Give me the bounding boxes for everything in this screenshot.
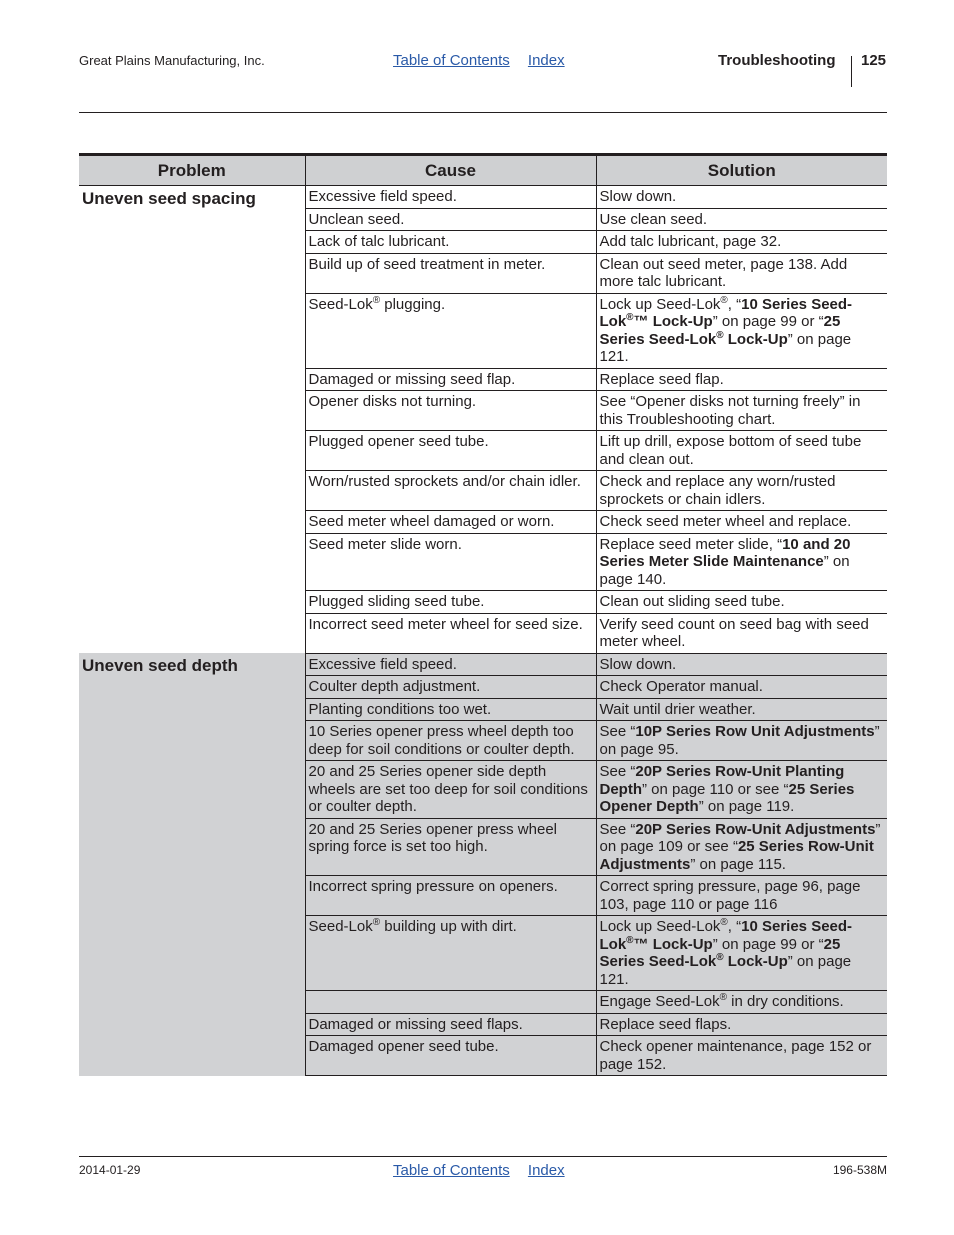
cause-cell: 20 and 25 Series opener press wheel spring force is set too high.: [305, 818, 596, 876]
cause-cell: Plugged opener seed tube.: [305, 431, 596, 471]
solution-cell: Add talc lubricant, page 32.: [596, 231, 887, 254]
cause-cell: Seed-Lok® plugging.: [305, 293, 596, 368]
solution-cell: Replace seed meter slide, “10 and 20 Series Meter Slide Maintenance” on page 140.: [596, 533, 887, 591]
table-row: [79, 653, 887, 676]
solution-cell: Wait until drier weather.: [596, 698, 887, 721]
footer-nav: [393, 1162, 579, 1179]
cause-cell: Lack of talc lubricant.: [305, 231, 596, 254]
solution-cell: Check and replace any worn/rusted sprockets or chain idlers.: [596, 471, 887, 511]
publication-date: 2014-01-29: [79, 1163, 141, 1177]
cause-cell: [305, 991, 596, 1014]
cause-cell: Excessive field speed.: [305, 186, 596, 209]
solution-cell: Check Operator manual.: [596, 676, 887, 699]
problem-cell: Uneven seed spacing: [79, 186, 305, 654]
header-cause: Cause: [305, 155, 596, 186]
cause-cell: Worn/rusted sprockets and/or chain idler.: [305, 471, 596, 511]
footer-index-link[interactable]: Index: [527, 1162, 565, 1179]
table-header-row: [79, 155, 887, 186]
cause-cell: Plugged sliding seed tube.: [305, 591, 596, 614]
cause-cell: Planting conditions too wet.: [305, 698, 596, 721]
solution-cell: Clean out sliding seed tube.: [596, 591, 887, 614]
solution-cell: Slow down.: [596, 653, 887, 676]
page-header: [0, 0, 954, 120]
cause-cell: Damaged opener seed tube.: [305, 1036, 596, 1076]
section-title: Troubleshooting: [718, 52, 836, 69]
table-of-contents-link[interactable]: Table of Contents: [393, 52, 510, 69]
solution-cell: See “20P Series Row-Unit Adjustments” on page 109 or see “25 Series Row-Unit Adjustments” on page 115.: [596, 818, 887, 876]
solution-cell: Lift up drill, expose bottom of seed tube and clean out.: [596, 431, 887, 471]
solution-cell: Verify seed count on seed bag with seed meter wheel.: [596, 613, 887, 653]
cause-cell: Seed meter slide worn.: [305, 533, 596, 591]
header-rule: [79, 112, 887, 113]
header-solution: Solution: [596, 155, 887, 186]
cause-cell: 10 Series opener press wheel depth too deep for soil conditions or coulter depth.: [305, 721, 596, 761]
cause-cell: Damaged or missing seed flap.: [305, 368, 596, 391]
index-link[interactable]: Index: [527, 52, 565, 69]
solution-cell: Correct spring pressure, page 96, page 103, page 110 or page 116: [596, 876, 887, 916]
solution-cell: Replace seed flaps.: [596, 1013, 887, 1036]
cause-cell: Excessive field speed.: [305, 653, 596, 676]
cause-cell: Opener disks not turning.: [305, 391, 596, 431]
page-number: 125: [861, 52, 887, 69]
troubleshooting-table: [79, 153, 887, 1076]
solution-cell: Replace seed flap.: [596, 368, 887, 391]
solution-cell: Slow down.: [596, 186, 887, 209]
cause-cell: Incorrect spring pressure on openers.: [305, 876, 596, 916]
cause-cell: Coulter depth adjustment.: [305, 676, 596, 699]
solution-cell: Lock up Seed-Lok®, “10 Series Seed-Lok®™ Lock-Up” on page 99 or “25 Series Seed-Lok® Lock-Up” on page 121.: [596, 293, 887, 368]
cause-cell: Unclean seed.: [305, 208, 596, 231]
table-row: [79, 186, 887, 209]
header-nav: [393, 52, 579, 69]
solution-cell: Check opener maintenance, page 152 or page 152.: [596, 1036, 887, 1076]
cause-cell: Damaged or missing seed flaps.: [305, 1013, 596, 1036]
solution-cell: Check seed meter wheel and replace.: [596, 511, 887, 534]
problem-cell: Uneven seed depth: [79, 653, 305, 1076]
cause-cell: Seed-Lok® building up with dirt.: [305, 916, 596, 991]
solution-cell: Clean out seed meter, page 138. Add more talc lubricant.: [596, 253, 887, 293]
cause-cell: 20 and 25 Series opener side depth wheels are set too deep for soil conditions or coulter depth.: [305, 761, 596, 819]
solution-cell: See “10P Series Row Unit Adjustments” on page 95.: [596, 721, 887, 761]
document-number: 196-538M: [832, 1163, 887, 1177]
header-problem: Problem: [79, 155, 305, 186]
footer-rule: [79, 1156, 887, 1157]
solution-cell: Use clean seed.: [596, 208, 887, 231]
solution-cell: See “20P Series Row-Unit Planting Depth” on page 110 or see “25 Series Opener Depth” on page 119.: [596, 761, 887, 819]
solution-cell: See “Opener disks not turning freely” in this Troubleshooting chart.: [596, 391, 887, 431]
cause-cell: Build up of seed treatment in meter.: [305, 253, 596, 293]
company-name: Great Plains Manufacturing, Inc.: [79, 53, 265, 68]
cause-cell: Incorrect seed meter wheel for seed size.: [305, 613, 596, 653]
header-divider: [851, 56, 852, 87]
solution-cell: Engage Seed-Lok® in dry conditions.: [596, 991, 887, 1014]
cause-cell: Seed meter wheel damaged or worn.: [305, 511, 596, 534]
footer-table-of-contents-link[interactable]: Table of Contents: [393, 1162, 510, 1179]
solution-cell: Lock up Seed-Lok®, “10 Series Seed-Lok®™ Lock-Up” on page 99 or “25 Series Seed-Lok® Lock-Up” on page 121.: [596, 916, 887, 991]
